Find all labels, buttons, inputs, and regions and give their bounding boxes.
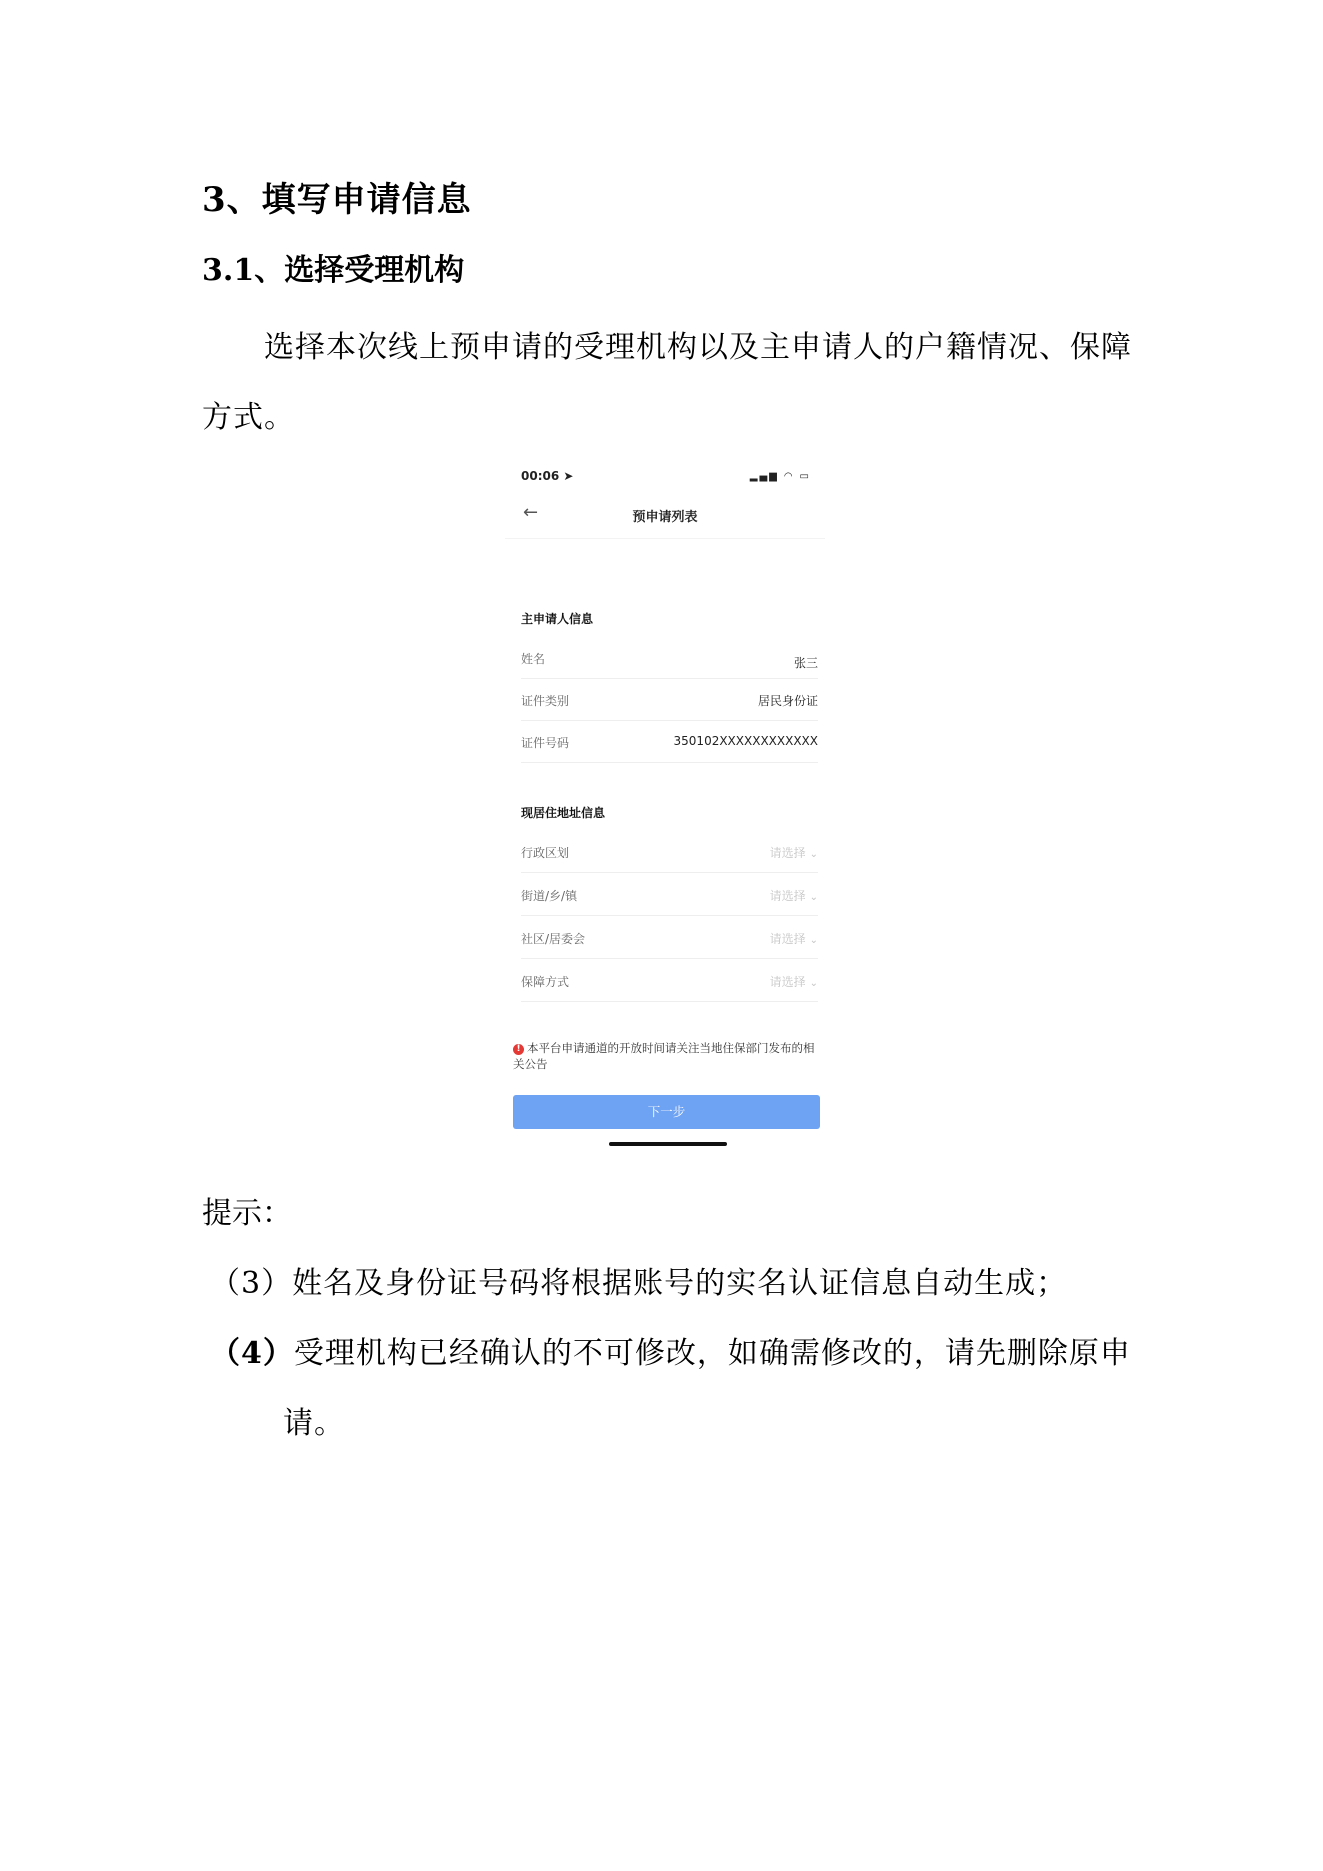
row-label: 姓名 <box>521 652 546 666</box>
nav-bar <box>505 498 825 539</box>
nav-title: 预申请列表 <box>632 510 698 525</box>
page-heading: 3、填写申请信息 <box>202 180 472 220</box>
row-value: 350102XXXXXXXXXXXX <box>673 734 818 748</box>
notice-text: ! 本平台申请通道的开放时间请关注当地住保部门发布的相关公告 <box>513 1041 815 1071</box>
signal-icon: ▂▄▆ <box>749 471 779 482</box>
battery-icon: ▭ <box>799 471 811 482</box>
tip-text: 受理机构已经确认的不可修改，如确需修改的，请先删除原申 <box>293 1336 1131 1371</box>
row-community-select[interactable] <box>521 916 818 959</box>
back-arrow-icon[interactable]: ← <box>523 502 539 523</box>
tip-number: （3） <box>210 1266 293 1301</box>
chevron-down-icon: ⌄ <box>809 935 818 946</box>
row-id-number <box>521 720 818 763</box>
tip-text-continued: 请。 <box>283 1406 345 1441</box>
home-indicator <box>609 1142 727 1146</box>
row-street-select[interactable] <box>521 873 818 916</box>
alert-icon: ! <box>513 1044 524 1055</box>
row-guarantee-select[interactable] <box>521 959 818 1002</box>
chevron-down-icon: ⌄ <box>809 892 818 903</box>
select-placeholder: 请选择 ⌄ <box>769 889 818 903</box>
tip-item <box>210 1258 1067 1302</box>
tip-item <box>210 1328 1131 1372</box>
chevron-down-icon: ⌄ <box>809 849 818 860</box>
row-label: 社区/居委会 <box>521 932 586 946</box>
row-label: 保障方式 <box>521 975 570 989</box>
status-time: 00:06 ➤ <box>521 469 574 483</box>
wifi-icon: ◠ <box>784 471 795 482</box>
row-label: 证件号码 <box>521 736 570 750</box>
row-value: 居民身份证 <box>757 694 818 708</box>
row-label: 街道/乡/镇 <box>521 889 578 903</box>
tip-number: （4） <box>210 1336 294 1371</box>
intro-paragraph: 选择本次线上预申请的受理机构以及主申请人的户籍情况、保障方式。 <box>202 330 1132 435</box>
status-bar <box>521 469 811 487</box>
row-district-select[interactable] <box>521 830 818 873</box>
address-section-title: 现居住地址信息 <box>521 806 606 820</box>
chevron-down-icon: ⌄ <box>809 978 818 989</box>
next-step-button[interactable]: 下一步 <box>513 1095 820 1129</box>
select-placeholder: 请选择 ⌄ <box>769 846 818 860</box>
section-heading: 3.1、选择受理机构 <box>202 253 465 288</box>
row-id-type <box>521 678 818 721</box>
row-label: 证件类别 <box>521 694 570 708</box>
select-placeholder: 请选择 ⌄ <box>769 932 818 946</box>
applicant-section-title: 主申请人信息 <box>521 612 594 626</box>
tip-text: 姓名及身份证号码将根据账号的实名认证信息自动生成； <box>292 1266 1068 1301</box>
select-placeholder: 请选择 ⌄ <box>769 975 818 989</box>
tips-label: 提示： <box>202 1196 292 1231</box>
status-icons <box>750 471 811 482</box>
row-label: 行政区划 <box>521 846 570 860</box>
row-name <box>521 636 818 679</box>
phone-screenshot <box>505 458 825 1158</box>
row-value: 张三 <box>793 656 818 670</box>
